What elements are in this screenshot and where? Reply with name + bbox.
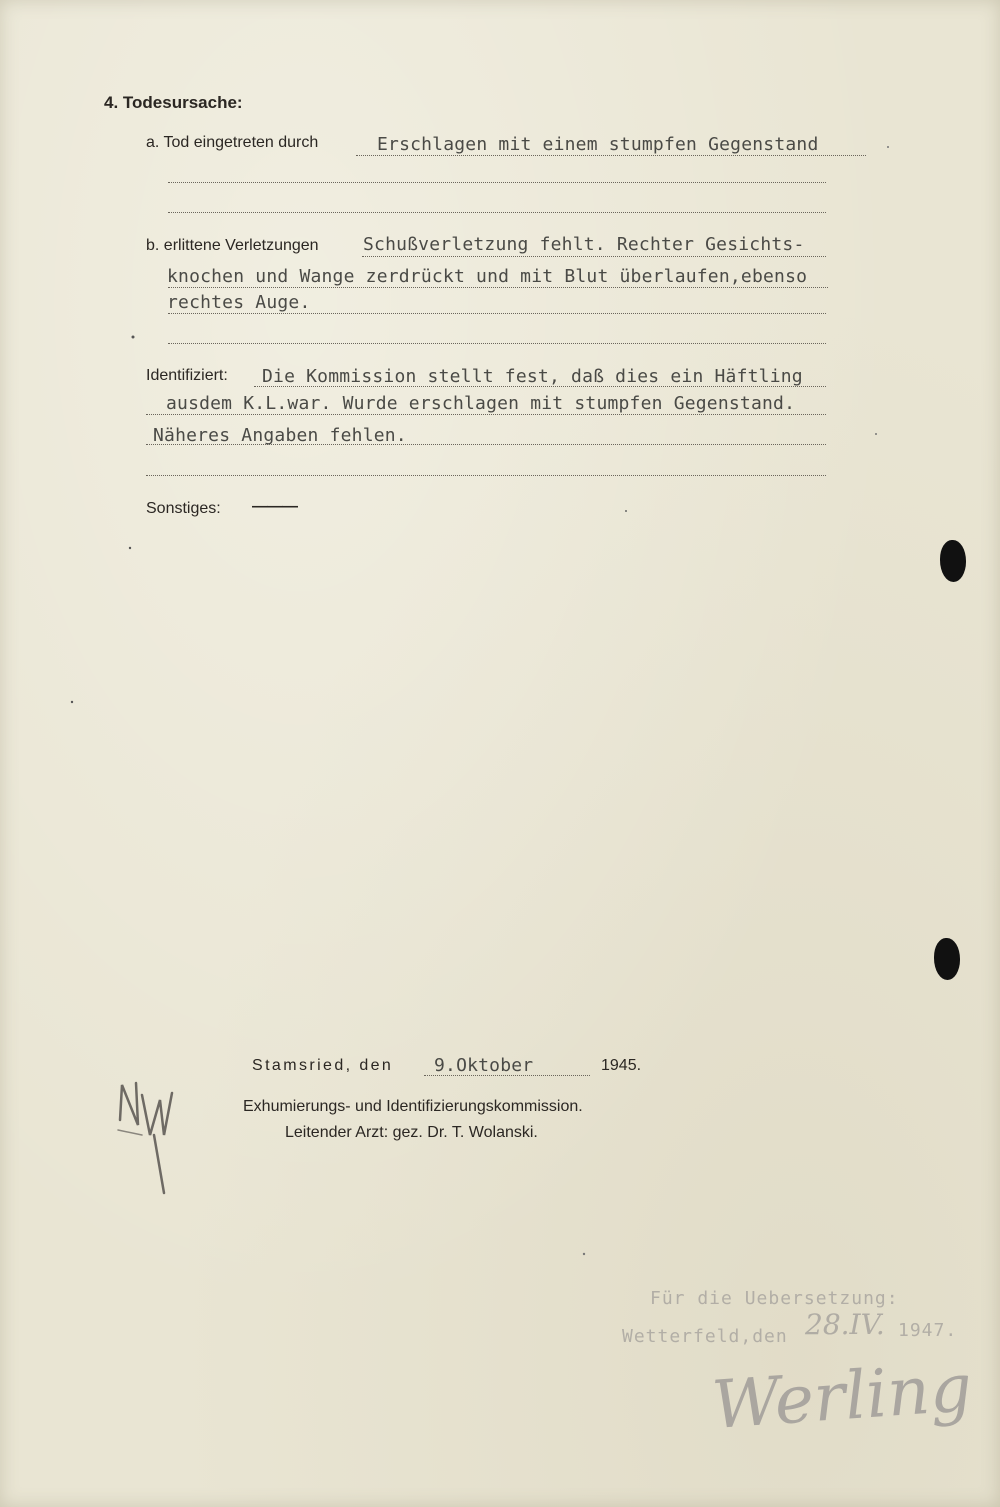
cause-value: Erschlagen mit einem stumpfen Gegenstand bbox=[377, 134, 819, 155]
injuries-line-2: knochen und Wange zerdrückt und mit Blut überlaufen,ebenso bbox=[167, 266, 808, 287]
injuries-line-3: rechtes Auge. bbox=[167, 292, 311, 313]
injuries-label: b. erlittene Verletzungen bbox=[146, 237, 319, 254]
doctor-line: Leitender Arzt: gez. Dr. T. Wolanski. bbox=[285, 1124, 538, 1141]
identified-label: Identifiziert: bbox=[146, 367, 228, 384]
date-value: 9.Oktober bbox=[434, 1055, 534, 1076]
identified-line-3: Näheres Angaben fehlen. bbox=[153, 425, 407, 446]
injuries-line-1: Schußverletzung fehlt. Rechter Gesichts- bbox=[363, 234, 805, 255]
signature: Werling bbox=[709, 1349, 975, 1444]
commission-name: Exhumierungs- und Identifizierungskommission. bbox=[243, 1098, 583, 1115]
cause-label: a. Tod eingetreten durch bbox=[146, 134, 319, 151]
section-heading: 4. Todesursache: bbox=[104, 93, 243, 112]
identified-line-2: ausdem K.L.war. Wurde erschlagen mit stumpfen Gegenstand. bbox=[166, 393, 796, 414]
other-value: ——— bbox=[252, 498, 297, 515]
other-label: Sonstiges: bbox=[146, 500, 221, 517]
place-label: Stamsried, den bbox=[252, 1057, 394, 1074]
year-label: 1945. bbox=[601, 1057, 642, 1074]
translation-stamp-year: 1947. bbox=[898, 1320, 958, 1341]
translation-stamp-line-1: Für die Uebersetzung: bbox=[650, 1288, 899, 1309]
translation-handwritten-date: 28.IV. bbox=[805, 1308, 885, 1341]
identified-line-1: Die Kommission stellt fest, daß dies ein Häftling bbox=[262, 366, 803, 387]
translation-stamp-prefix: Wetterfeld,den bbox=[622, 1326, 788, 1347]
